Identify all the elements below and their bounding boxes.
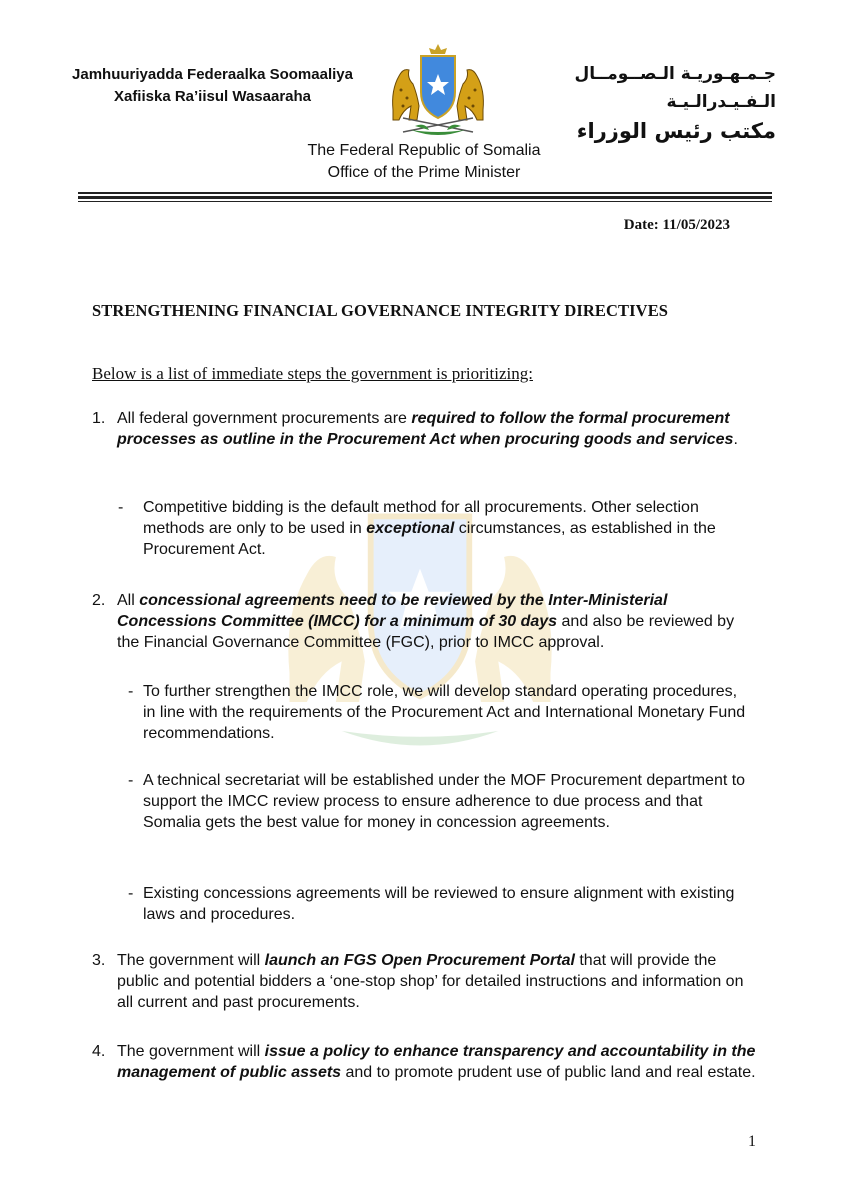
item-2-pre: All [117, 592, 140, 609]
item-2-sub-1-bullet: - [128, 683, 134, 700]
item-1-pre: All federal government procurements are [117, 410, 412, 427]
arabic-header-line1: جـمـهـوريـة الـصــومــال الـفـيـدرالـيـة [574, 64, 776, 112]
item-1-sub-1-pre: Competitive bidding is the default method for all procurements. Other selection methods are only to be used in [143, 499, 699, 537]
intro-text: Below is a list of immediate steps the government is prioritizing: [92, 364, 533, 383]
item-3-number: 3. [92, 952, 106, 969]
header-divider-top [78, 192, 772, 194]
coat-of-arms-emblem [383, 40, 493, 140]
item-3-pre: The government will [117, 952, 265, 969]
item-4-text [117, 1041, 757, 1083]
item-1-text [117, 408, 757, 450]
english-header-line2: Office of the Prime Minister [327, 164, 521, 181]
item-2-text [117, 590, 757, 653]
english-header [0, 140, 848, 184]
item-2-sub-3-text: Existing concessions agreements will be reviewed to ensure alignment with existing laws and procedures. [143, 885, 735, 923]
item-1-post: . [733, 431, 738, 448]
item-2-number: 2. [92, 592, 106, 609]
item-3-text [117, 950, 757, 1013]
header-divider-bottom [78, 201, 772, 202]
item-1-sub-1-post: circumstances, as established in the Procurement Act. [143, 520, 716, 558]
somali-header-line2: Xafiiska Ra’iisul Wasaaraha [113, 88, 312, 105]
item-4-number: 4. [92, 1043, 106, 1060]
item-3-emphasis: launch an FGS Open Procurement Portal [264, 952, 575, 969]
arabic-header [526, 60, 776, 146]
item-1-emphasis: required to follow the formal procurement processes as outline in the Procurement Act when procuring goods and services [117, 410, 734, 448]
somali-header-line1: Jamhuuriyadda Federaalka Soomaaliya [72, 66, 353, 83]
item-2-post: and also be reviewed by the Financial Governance Committee (FGC), prior to IMCC approval. [117, 613, 735, 651]
item-1-sub-1-emphasis: exceptional [366, 520, 455, 537]
document-date: Date: 11/05/2023 [623, 217, 730, 233]
item-4-emphasis: issue a policy to enhance transparency and accountability in the management of public assets [117, 1043, 756, 1081]
item-1-sub-1-text [143, 497, 743, 560]
somali-header [40, 64, 385, 108]
header-divider-middle [78, 196, 772, 199]
item-4-pre: The government will [117, 1043, 265, 1060]
item-3-post: that will provide the public and potential bidders a ‘one-stop shop’ for detailed instructions and information on all current and past procurements. [117, 952, 744, 1011]
item-2-emphasis: concessional agreements need to be reviewed by the Inter-Ministerial Concessions Committee (IMCC) for a minimum of 30 days [117, 592, 668, 630]
item-4-post: and to promote prudent use of public land and real estate. [341, 1064, 756, 1081]
item-1-number: 1. [92, 410, 106, 427]
item-2-sub-1-text: To further strengthen the IMCC role, we will develop standard operating procedures, in line with the requirements of the Procurement Act and International Monetary Fund recommendations. [143, 683, 746, 742]
page-number: 1 [748, 1133, 756, 1150]
item-2-sub-2-bullet: - [128, 772, 134, 789]
item-2-sub-3-bullet: - [128, 885, 134, 902]
arabic-header-line2: مكتب رئيس الوزراء [576, 119, 776, 143]
item-2-sub-2-text: A technical secretariat will be established under the MOF Procurement department to support the IMCC review process to ensure adherence to due process and that Somalia gets the best value for money in concession agreements. [143, 772, 746, 831]
english-header-line1: The Federal Republic of Somalia [307, 142, 541, 159]
document-title: STRENGTHENING FINANCIAL GOVERNANCE INTEGRITY DIRECTIVES [92, 301, 669, 320]
item-1-sub-1-bullet: - [118, 499, 124, 516]
